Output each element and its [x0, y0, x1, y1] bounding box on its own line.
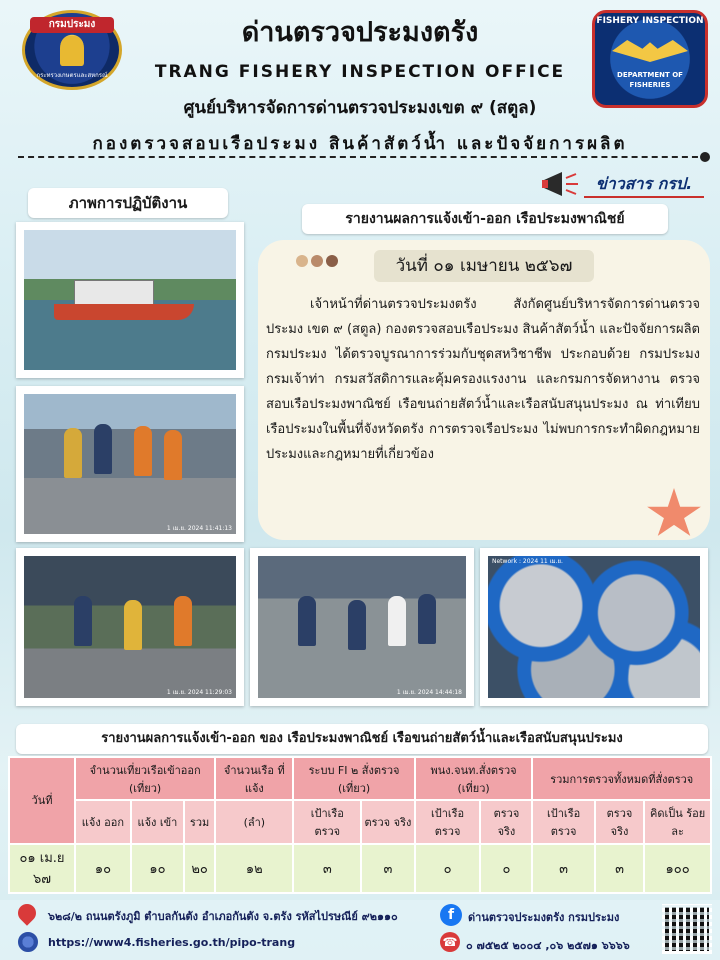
photo-inspection-team-2 — [16, 548, 244, 706]
subheader-officer-target: เป้าเรือ ตรวจ — [415, 800, 481, 843]
decor-dots — [296, 252, 341, 271]
cell-sum: ๒๐ — [184, 844, 215, 893]
subheader-total-target: เป้าเรือ ตรวจ — [532, 800, 594, 843]
table-row — [9, 844, 711, 893]
seal-emblem-icon — [60, 36, 84, 66]
header-officer-order: พนง.จนท.สั่งตรวจ (เที่ยว) — [415, 757, 533, 800]
cell-date: ๐๑ เม.ย ๖๗ — [9, 844, 75, 893]
badge-top-text: FISHERY INSPECTION — [596, 16, 704, 26]
cell-out: ๑๐ — [75, 844, 131, 893]
photo-inspection-team-3 — [250, 548, 474, 706]
cell-officer-target: ๐ — [415, 844, 481, 893]
office-title-english: TRANG FISHERY INSPECTION OFFICE — [154, 62, 566, 82]
table-title: รายงานผลการแจ้งเข้า-ออก ของ เรือประมงพาณิชย์ เรือขนถ่ายสัตว์น้ำและเรือสนับสนุนประมง — [16, 724, 708, 754]
subheader-in: แจ้ง เข้า — [131, 800, 184, 843]
cell-percent: ๑๐๐ — [644, 844, 711, 893]
photo-fishing-boat — [16, 222, 244, 378]
report-body: เจ้าหน้าที่ด่านตรวจประมงตรัง สังกัดศูนย์บริหารจัดการด่านตรวจประมง เขต ๙ (สตูล) กองตรวจสอบเรือประมง สินค้าสัตว์น้ำ และปัจจัยการผลิต กรมประมง ได้ตรวจบูรณาการร่วมกับชุดสหวิชาชีพ ประกอบด้วย กรมประมง กรมเจ้าท่า กรมสวัสดิการและคุ้มครองแรงงาน และกรมการจัดหางาน ตรวจสอบเรือประมงพาณิชย์ เรือขนถ่ายสัตว์น้ำและเรือสนับสนุนประมง ณ ท่าเทียบเรือประมงในพื้นที่จังหวัดตรัง การตรวจเรือประมง ไม่พบการกระทำผิดกฎหมายประมงและกฎหมายที่เกี่ยวข้อง — [266, 297, 700, 462]
subheader-officer-actual: ตรวจ จริง — [480, 800, 532, 843]
cell-boats: ๑๒ — [215, 844, 293, 893]
table-subheader-row — [9, 800, 711, 843]
seal-sub-text: กระทรวงเกษตรและสหกรณ์ — [36, 72, 108, 79]
footer-phone: ๐ ๗๕๒๕ ๒๐๐๔ ,๐๖ ๒๕๗๑ ๖๖๖๖ — [466, 939, 630, 952]
division-name: กองตรวจสอบเรือประมง สินค้าสัตว์น้ำ และปัจจัยการผลิต — [92, 134, 628, 154]
news-label: ข่าวสาร กรป. — [584, 172, 704, 198]
qr-code[interactable] — [662, 904, 712, 954]
header-divider — [18, 156, 708, 158]
subheader-out: แจ้ง ออก — [75, 800, 131, 843]
subheader-fi-actual: ตรวจ จริง — [361, 800, 415, 843]
activity-photos-label: ภาพการปฏิบัติงาน — [28, 188, 228, 218]
photo-timestamp: 1 เม.ย. 2024 14:44:18 — [396, 689, 462, 696]
header-boats: จำนวนเรือ ที่แจ้ง — [215, 757, 293, 800]
cell-fi-target: ๓ — [293, 844, 361, 893]
header-total-inspections: รวมการตรวจทั้งหมดที่สั่งตรวจ — [532, 757, 711, 800]
subheader-sum: รวม — [184, 800, 215, 843]
photo-timestamp: Network : 2024 11 เม.ย. — [492, 558, 563, 565]
subheader-unit: (ลำ) — [215, 800, 293, 843]
phone-icon: ☎ — [440, 932, 460, 952]
facebook-icon[interactable]: f — [440, 904, 462, 926]
footer-website-link[interactable]: https://www4.fisheries.go.th/pipo-trang — [48, 936, 296, 949]
footer-address: ๖๒๘/๒ ถนนตรังภูมิ ตำบลกันตัง อำเภอกันตัง จ.ตรัง รหัสไปรษณีย์ ๙๒๑๑๐ — [48, 910, 398, 923]
divider-dot — [700, 152, 710, 162]
globe-icon — [18, 932, 38, 952]
report-date: วันที่ ๐๑ เมษายน ๒๕๖๗ — [374, 250, 594, 282]
photo-timestamp: 1 เม.ย. 2024 11:29:03 — [166, 689, 232, 696]
header-trips: จำนวนเที่ยวเรือเข้าออก (เที่ยว) — [75, 757, 215, 800]
header-date: วันที่ — [9, 757, 75, 844]
megaphone-icon — [540, 168, 580, 200]
cell-total-actual: ๓ — [595, 844, 644, 893]
cell-officer-actual: ๐ — [480, 844, 532, 893]
seal-band-text: กรมประมง — [30, 17, 114, 33]
header-fi-system: ระบบ FI ๒ สั่งตรวจ (เที่ยว) — [293, 757, 414, 800]
report-table — [8, 756, 712, 894]
cell-fi-actual: ๓ — [361, 844, 415, 893]
footer-facebook-page[interactable]: ด่านตรวจประมงตรัง กรมประมง — [468, 911, 620, 924]
subheader-fi-target: เป้าเรือ ตรวจ — [293, 800, 361, 843]
center-name: ศูนย์บริหารจัดการด่านตรวจประมงเขต ๙ (สตูล) — [183, 98, 537, 118]
subheader-percent: คิดเป็น ร้อยละ — [644, 800, 711, 843]
cell-total-target: ๓ — [532, 844, 594, 893]
table-header-row — [9, 757, 711, 800]
photo-timestamp: 1 เม.ย. 2024 11:41:13 — [166, 525, 232, 532]
office-title-thai: ด่านตรวจประมงตรัง — [241, 17, 479, 48]
cell-in: ๑๐ — [131, 844, 184, 893]
photo-fish-catch — [480, 548, 708, 706]
subheader-total-actual: ตรวจ จริง — [595, 800, 644, 843]
photo-inspection-team-1 — [16, 386, 244, 542]
badge-bottom-text: DEPARTMENT OF FISHERIES — [617, 71, 683, 89]
report-section-label: รายงานผลการแจ้งเข้า-ออก เรือประมงพาณิชย์ — [302, 204, 668, 234]
